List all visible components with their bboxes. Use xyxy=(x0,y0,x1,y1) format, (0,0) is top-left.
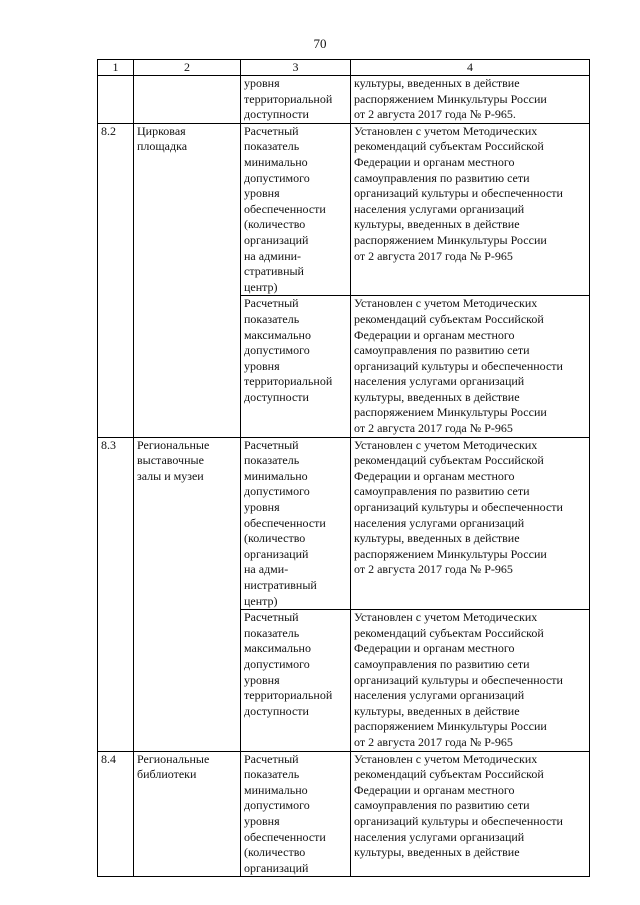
text-line: культуры, введенных в действие xyxy=(354,845,520,860)
text-line: культуры, введенных в действие xyxy=(354,76,520,90)
text-line: уровня xyxy=(244,186,280,201)
text-line: уровня xyxy=(244,672,280,687)
text-line: Региональные xyxy=(137,437,210,452)
text-line: минимально xyxy=(244,782,308,797)
text-line: Расчетный xyxy=(244,610,299,625)
text-line: допустимого xyxy=(244,798,310,813)
text-line: допустимого xyxy=(244,656,310,671)
column-header-2: 2 xyxy=(134,60,241,76)
table-row xyxy=(98,123,590,296)
text-line: Расчетный xyxy=(244,751,299,766)
text-line: Установлен с учетом Методических xyxy=(354,296,538,311)
text-line: рекомендаций субъектам Российской xyxy=(354,453,544,468)
text-line: (количество xyxy=(244,217,306,232)
text-line: населения услугами организаций xyxy=(354,829,525,844)
text-line: культуры, введенных в действие xyxy=(354,531,520,546)
text-line: показатель xyxy=(244,453,300,468)
basis-cell xyxy=(351,751,590,877)
number-cell xyxy=(98,76,134,124)
object-name-cell xyxy=(134,751,241,877)
text-line: Расчетный xyxy=(244,123,299,138)
text-line: рекомендаций субъектам Российской xyxy=(354,625,544,640)
text-line: организаций культуры и обеспеченности xyxy=(354,813,563,828)
text-line: территориальной xyxy=(244,374,333,389)
text-line: территориальной xyxy=(244,91,333,106)
text-line: уровня xyxy=(244,500,280,515)
text-line: населения услугами организаций xyxy=(354,688,525,703)
text-line: (количество xyxy=(244,845,306,860)
text-line: Федерации и органам местного xyxy=(354,154,515,169)
object-name-cell xyxy=(134,437,241,751)
basis-cell xyxy=(351,76,590,124)
text-line: населения услугами организаций xyxy=(354,201,525,216)
text-line: доступности xyxy=(244,389,309,404)
basis-cell xyxy=(351,296,590,437)
text-line: стративный xyxy=(244,264,304,279)
text-line: распоряжением Минкультуры России xyxy=(354,405,547,420)
text-line: обеспеченности xyxy=(244,201,326,216)
text-line: распоряжением Минкультуры России xyxy=(354,546,547,561)
text-line: населения услугами организаций xyxy=(354,515,525,530)
text-line: залы и музеи xyxy=(137,468,204,483)
text-line: культуры, введенных в действие xyxy=(354,703,520,718)
column-header-1: 1 xyxy=(98,60,134,76)
text-line: показатель xyxy=(244,625,300,640)
object-name-cell xyxy=(134,123,241,437)
text-line: выставочные xyxy=(137,453,204,468)
indicator-cell xyxy=(241,296,351,437)
text-line: от 2 августа 2017 года № Р-965 xyxy=(354,562,513,577)
text-line: центр) xyxy=(244,279,278,294)
text-line: Расчетный xyxy=(244,437,299,452)
text-line: показатель xyxy=(244,767,300,782)
text-line: обеспеченности xyxy=(244,515,326,530)
text-line: территориальной xyxy=(244,688,333,703)
text-line: допустимого xyxy=(244,484,310,499)
text-line: уровня xyxy=(244,76,280,90)
text-line: площадка xyxy=(137,139,188,154)
table-row xyxy=(98,437,590,610)
text-line: организаций xyxy=(244,546,309,561)
text-line: библиотеки xyxy=(137,767,197,782)
text-line: организаций культуры и обеспеченности xyxy=(354,186,563,201)
regulation-table xyxy=(97,59,590,877)
object-name-cell xyxy=(134,76,241,124)
section-number-cell: 8.4 xyxy=(98,751,134,877)
table-row xyxy=(98,751,590,877)
indicator-cell xyxy=(241,610,351,751)
text-line: Расчетный xyxy=(244,296,299,311)
text-line: распоряжением Минкультуры России xyxy=(354,232,547,247)
text-line: самоуправления по развитию сети xyxy=(354,656,530,671)
column-header-4: 4 xyxy=(351,60,590,76)
text-line: Федерации и органам местного xyxy=(354,468,515,483)
text-line: организаций xyxy=(244,860,309,875)
indicator-cell xyxy=(241,437,351,610)
text-line: рекомендаций субъектам Российской xyxy=(354,139,544,154)
continuation-row xyxy=(98,76,590,124)
text-line: на адми- xyxy=(244,562,289,577)
section-number-cell: 8.2 xyxy=(98,123,134,437)
text-line: организаций культуры и обеспеченности xyxy=(354,500,563,515)
text-line: организаций xyxy=(244,232,309,247)
text-line: минимально xyxy=(244,154,308,169)
text-line: доступности xyxy=(244,703,309,718)
text-line: от 2 августа 2017 года № Р-965. xyxy=(354,107,516,122)
text-line: доступности xyxy=(244,107,309,122)
column-header-3: 3 xyxy=(241,60,351,76)
text-line: Установлен с учетом Методических xyxy=(354,751,538,766)
basis-cell xyxy=(351,123,590,296)
text-line: уровня xyxy=(244,358,280,373)
text-line: Установлен с учетом Методических xyxy=(354,610,538,625)
text-line: уровня xyxy=(244,813,280,828)
text-line: организаций культуры и обеспеченности xyxy=(354,672,563,687)
text-line: рекомендаций субъектам Российской xyxy=(354,767,544,782)
basis-cell xyxy=(351,610,590,751)
text-line: нистративный xyxy=(244,578,317,592)
text-line: населения услугами организаций xyxy=(354,374,525,389)
text-line: от 2 августа 2017 года № Р-965 xyxy=(354,421,513,436)
text-line: от 2 августа 2017 года № Р-965 xyxy=(354,734,513,749)
text-line: культуры, введенных в действие xyxy=(354,217,520,232)
text-line: культуры, введенных в действие xyxy=(354,389,520,404)
text-line: (количество xyxy=(244,531,306,546)
text-line: максимально xyxy=(244,327,311,342)
text-line: самоуправления по развитию сети xyxy=(354,170,530,185)
text-line: самоуправления по развитию сети xyxy=(354,343,530,358)
text-line: самоуправления по развитию сети xyxy=(354,484,530,499)
indicator-cell xyxy=(241,123,351,296)
text-line: самоуправления по развитию сети xyxy=(354,798,530,813)
basis-cell xyxy=(351,437,590,610)
text-line: организаций культуры и обеспеченности xyxy=(354,358,563,373)
text-line: центр) xyxy=(244,593,278,608)
text-line: показатель xyxy=(244,311,300,326)
table-header-row xyxy=(98,60,590,76)
text-line: Федерации и органам местного xyxy=(354,641,515,656)
text-line: Федерации и органам местного xyxy=(354,327,515,342)
text-line: Установлен с учетом Методических xyxy=(354,437,538,452)
text-line: минимально xyxy=(244,468,308,483)
text-line: распоряжением Минкультуры России xyxy=(354,719,547,734)
text-line: от 2 августа 2017 года № Р-965 xyxy=(354,248,513,263)
text-line: Федерации и органам местного xyxy=(354,782,515,797)
text-line: рекомендаций субъектам Российской xyxy=(354,311,544,326)
text-line: допустимого xyxy=(244,343,310,358)
text-line: на админи- xyxy=(244,248,302,263)
text-line: допустимого xyxy=(244,170,310,185)
text-line: распоряжением Минкультуры России xyxy=(354,91,547,106)
text-line: Цирковая xyxy=(137,123,186,138)
indicator-cell xyxy=(241,751,351,877)
indicator-cell xyxy=(241,76,351,124)
text-line: показатель xyxy=(244,139,300,154)
text-line: Региональные xyxy=(137,751,210,766)
text-line: максимально xyxy=(244,641,311,656)
text-line: Установлен с учетом Методических xyxy=(354,123,538,138)
section-number-cell: 8.3 xyxy=(98,437,134,751)
text-line: обеспеченности xyxy=(244,829,326,844)
page-number: 70 xyxy=(313,36,327,51)
